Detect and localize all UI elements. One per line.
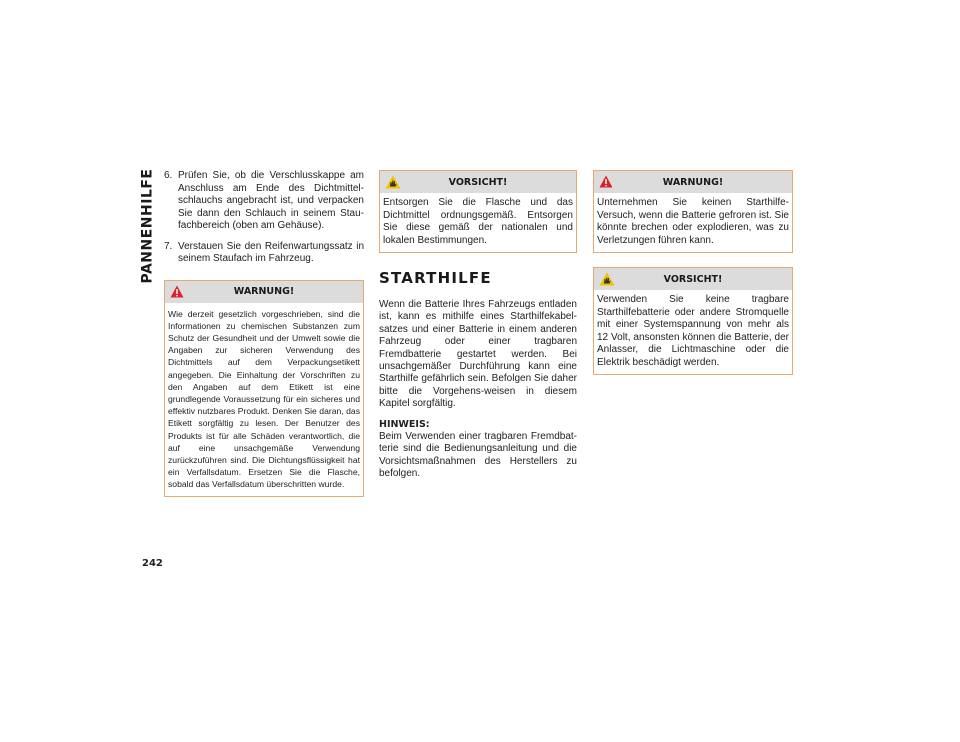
- page-number: 242: [142, 558, 163, 569]
- caution-text: Entsorgen Sie die Flasche und das Dichtmittel ordnungsgemäß. Entsorgen Sie diese gemäß der nationalen und lokalen Bestimmungen.: [383, 197, 573, 246]
- note-text: Beim Verwenden einer tragbaren Fremdbat-terie sind die Bedienungsanleitung und die Vorsichtsmaßnahmen des Herstellers zu befolgen.: [379, 431, 577, 480]
- step-number: 7.: [164, 240, 173, 252]
- warning-header: [165, 281, 363, 303]
- column-3: [593, 170, 793, 375]
- step-6: [164, 170, 364, 233]
- warning-title: WARNUNG!: [233, 286, 295, 297]
- step-number: 6.: [164, 170, 173, 181]
- caution-box-voltage: [593, 267, 793, 375]
- note-label: HINWEIS:: [379, 418, 430, 430]
- warning-header: [594, 171, 792, 193]
- step-text: Verstauen Sie den Reifenwartungssatz in seinem Staufach im Fahrzeug.: [178, 240, 364, 264]
- caution-box-disposal: [379, 170, 577, 253]
- warning-triangle-icon: [599, 175, 613, 188]
- caution-hand-icon: [599, 272, 615, 286]
- warning-text: Wie derzeit gesetzlich vorgeschrieben, sind die Informationen zu chemischen Substanzen zum Schutz der Gesundheit und der Umwelt sowie die Angaben zur sicheren Verwendung des Dichtmittels auf dem Verpackungsetikett angegeben. Die Einhaltung der Vorschriften zu den Angaben auf dem Etikett ist eine grundlegende Voraussetzung für ein sicheres und effektiv nutzbares Produkt. Denken Sie daran, das Etikett sorgfältig zu lesen. Der Benutzer des Produkts ist für alle Schäden verantwortlich, die auf eine unsachgemäße Verwendung zurückzuführen sind. Die Dichtungsflüssigkeit hat ein Verfallsdatum. Ersetzen Sie die Flasche, sobald das Verfallsdatum überschritten wurde.: [168, 308, 360, 490]
- warning-title: WARNUNG!: [662, 176, 724, 188]
- section-heading: STARTHILFE: [379, 269, 492, 287]
- caution-text: Verwenden Sie keine tragbare Starthilfebatterie oder andere Stromquelle mit einer Systemspannung von mehr als 12 Volt, ansonsten können die Batterie, der Anlasser, die Lichtmaschine oder die Elektrik beschädigt werden.: [597, 294, 789, 368]
- warning-box-frozen-battery: [593, 170, 793, 253]
- warning-text: Unternehmen Sie keinen Starthilfe-Versuch, wenn die Batterie gefroren ist. Sie könnte brechen oder explodieren, was zu Verletzungen führen kann.: [597, 197, 789, 246]
- warning-triangle-icon: [170, 285, 184, 298]
- intro-paragraph: Wenn die Batterie Ihres Fahrzeugs entladen ist, kann es mithilfe eines Starthilfekabel-satzes und einer Batterie in einem anderen Fahrzeug oder einer tragbaren Fremdbatterie gestartet werden. Bei unsachgemäßer Durchführung kann eine Starthilfe gefährlich sein. Befolgen Sie daher bitte die Vorgehens-weisen in diesem Kapitel sorgfältig.: [379, 299, 577, 410]
- step-7: [164, 241, 364, 266]
- caution-title: VORSICHT!: [448, 176, 508, 188]
- caution-hand-icon: [385, 175, 401, 189]
- section-tab: [136, 168, 158, 284]
- caution-header: [380, 171, 576, 193]
- step-text: Prüfen Sie, ob die Verschlusskappe am Anschluss am Ende des Dichtmittel-schlauchs angebracht ist, und verpacken Sie dann den Schlauch in seinem Stau-fachbereich (oben am Gehäuse).: [178, 170, 364, 231]
- column-1: [164, 170, 364, 497]
- caution-title: VORSICHT!: [663, 273, 723, 285]
- section-tab-label: PANNENHILFE: [139, 168, 155, 284]
- column-2: [379, 170, 577, 489]
- warning-box-sealant: [164, 280, 364, 497]
- caution-header: [594, 268, 792, 290]
